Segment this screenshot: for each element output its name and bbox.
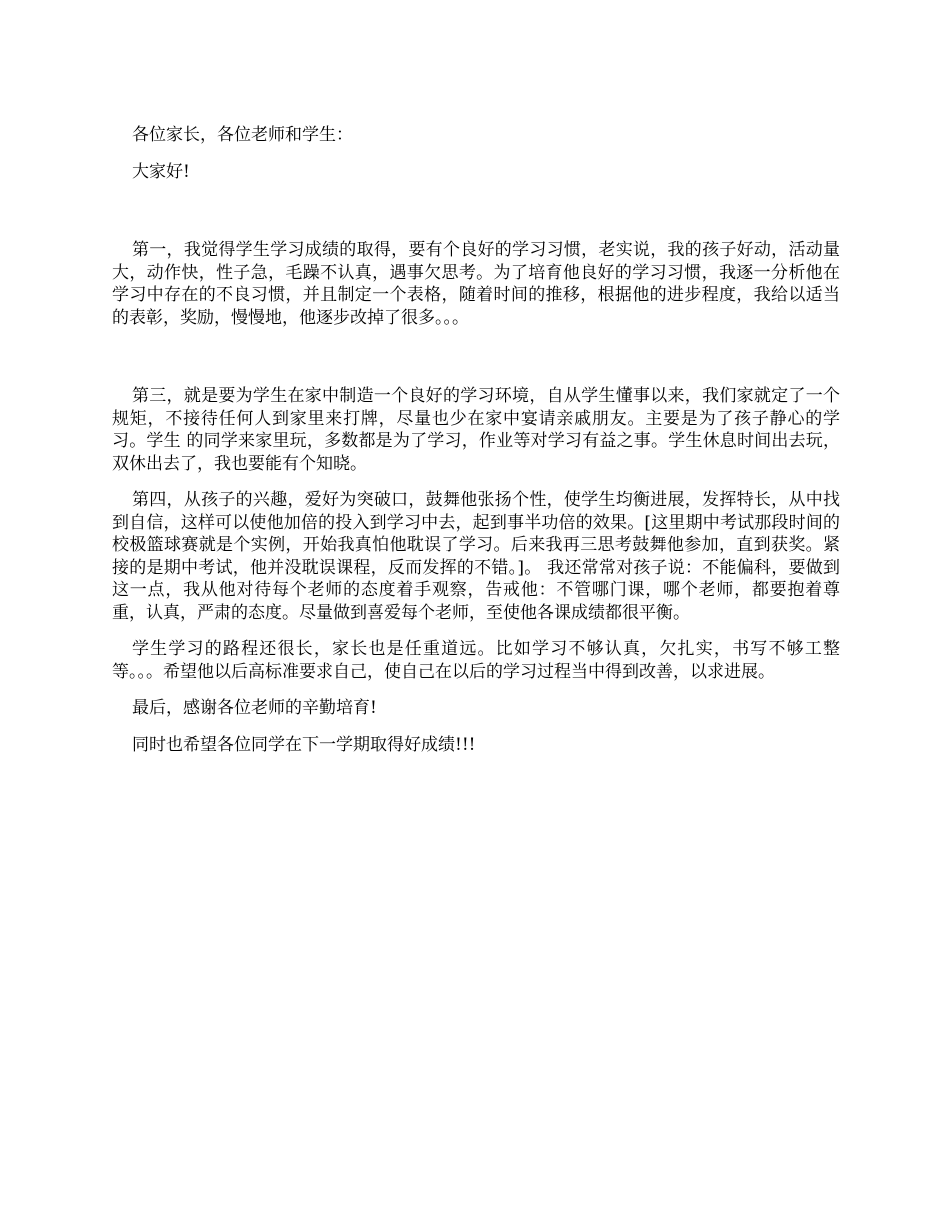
paragraph-third-point: 第三，就是要为学生在家中制造一个良好的学习环境，自从学生懂事以来，我们家就定了一个规矩，不接待任何人到家里来打牌，尽量也少在家中宴请亲戚朋友。主要是为了孩子静心的学习。学生 的同学来家里玩，多数都是为了学习，作业等对学习有益之事。学生休息时间出去玩，双休出去了，我也要能有个知晓。: [112, 386, 840, 474]
hello-line: 大家好!: [132, 161, 190, 182]
paragraph-thanks: 最后，感谢各位老师的辛勤培育!: [132, 698, 377, 718]
greeting-line: 各位家长，各位老师和学生：: [132, 125, 353, 145]
paragraph-first-point: 第一，我觉得学生学习成绩的取得，要有个良好的学习习惯，老实说，我的孩子好动，活动量大，动作快，性子急，毛躁不认真，遇事欠思考。为了培育他良好的学习习惯，我逐一分析他在学习中存在的不良习惯，并且制定一个表格，随着时间的推移，根据他的进步程度，我给以适当的表彰，奖励，慢慢地，他逐步改掉了很多。。。: [112, 240, 840, 328]
document-body: [112, 124, 840, 756]
paragraph-learning-path: 学生学习的路程还很长，家长也是任重道远。比如学习不够认真，欠扎实，书写不够工整等。。。希望他以后高标准要求自己，使自己在以后的学习过程当中得到改善，以求进展。: [112, 639, 840, 682]
paragraph-wishes: 同时也希望各位同学在下一学期取得好成绩!!!: [132, 734, 476, 755]
paragraph-fourth-point: 第四，从孩子的兴趣，爱好为突破口，鼓舞他张扬个性，使学生均衡进展，发挥特长，从中找到自信，这样可以使他加倍的投入到学习中去，起到事半功倍的效果。[这里期中考试那段时间的校极篮球赛就是个实例，开始我真怕他耽误了学习。后来我再三思考鼓舞他参加，直到获奖。紧接的是期中考试，他并没耽误课程，反而发挥的不错。]。 我还常常对孩子说：不能偏科，要做到这一点，我从他对待每个老师的态度着手观察，告戒他：不管哪门课，哪个老师，都要抱着尊重，认真，严肃的态度。尽量做到喜爱每个老师，至使他各课成绩都很平衡。: [112, 490, 840, 623]
